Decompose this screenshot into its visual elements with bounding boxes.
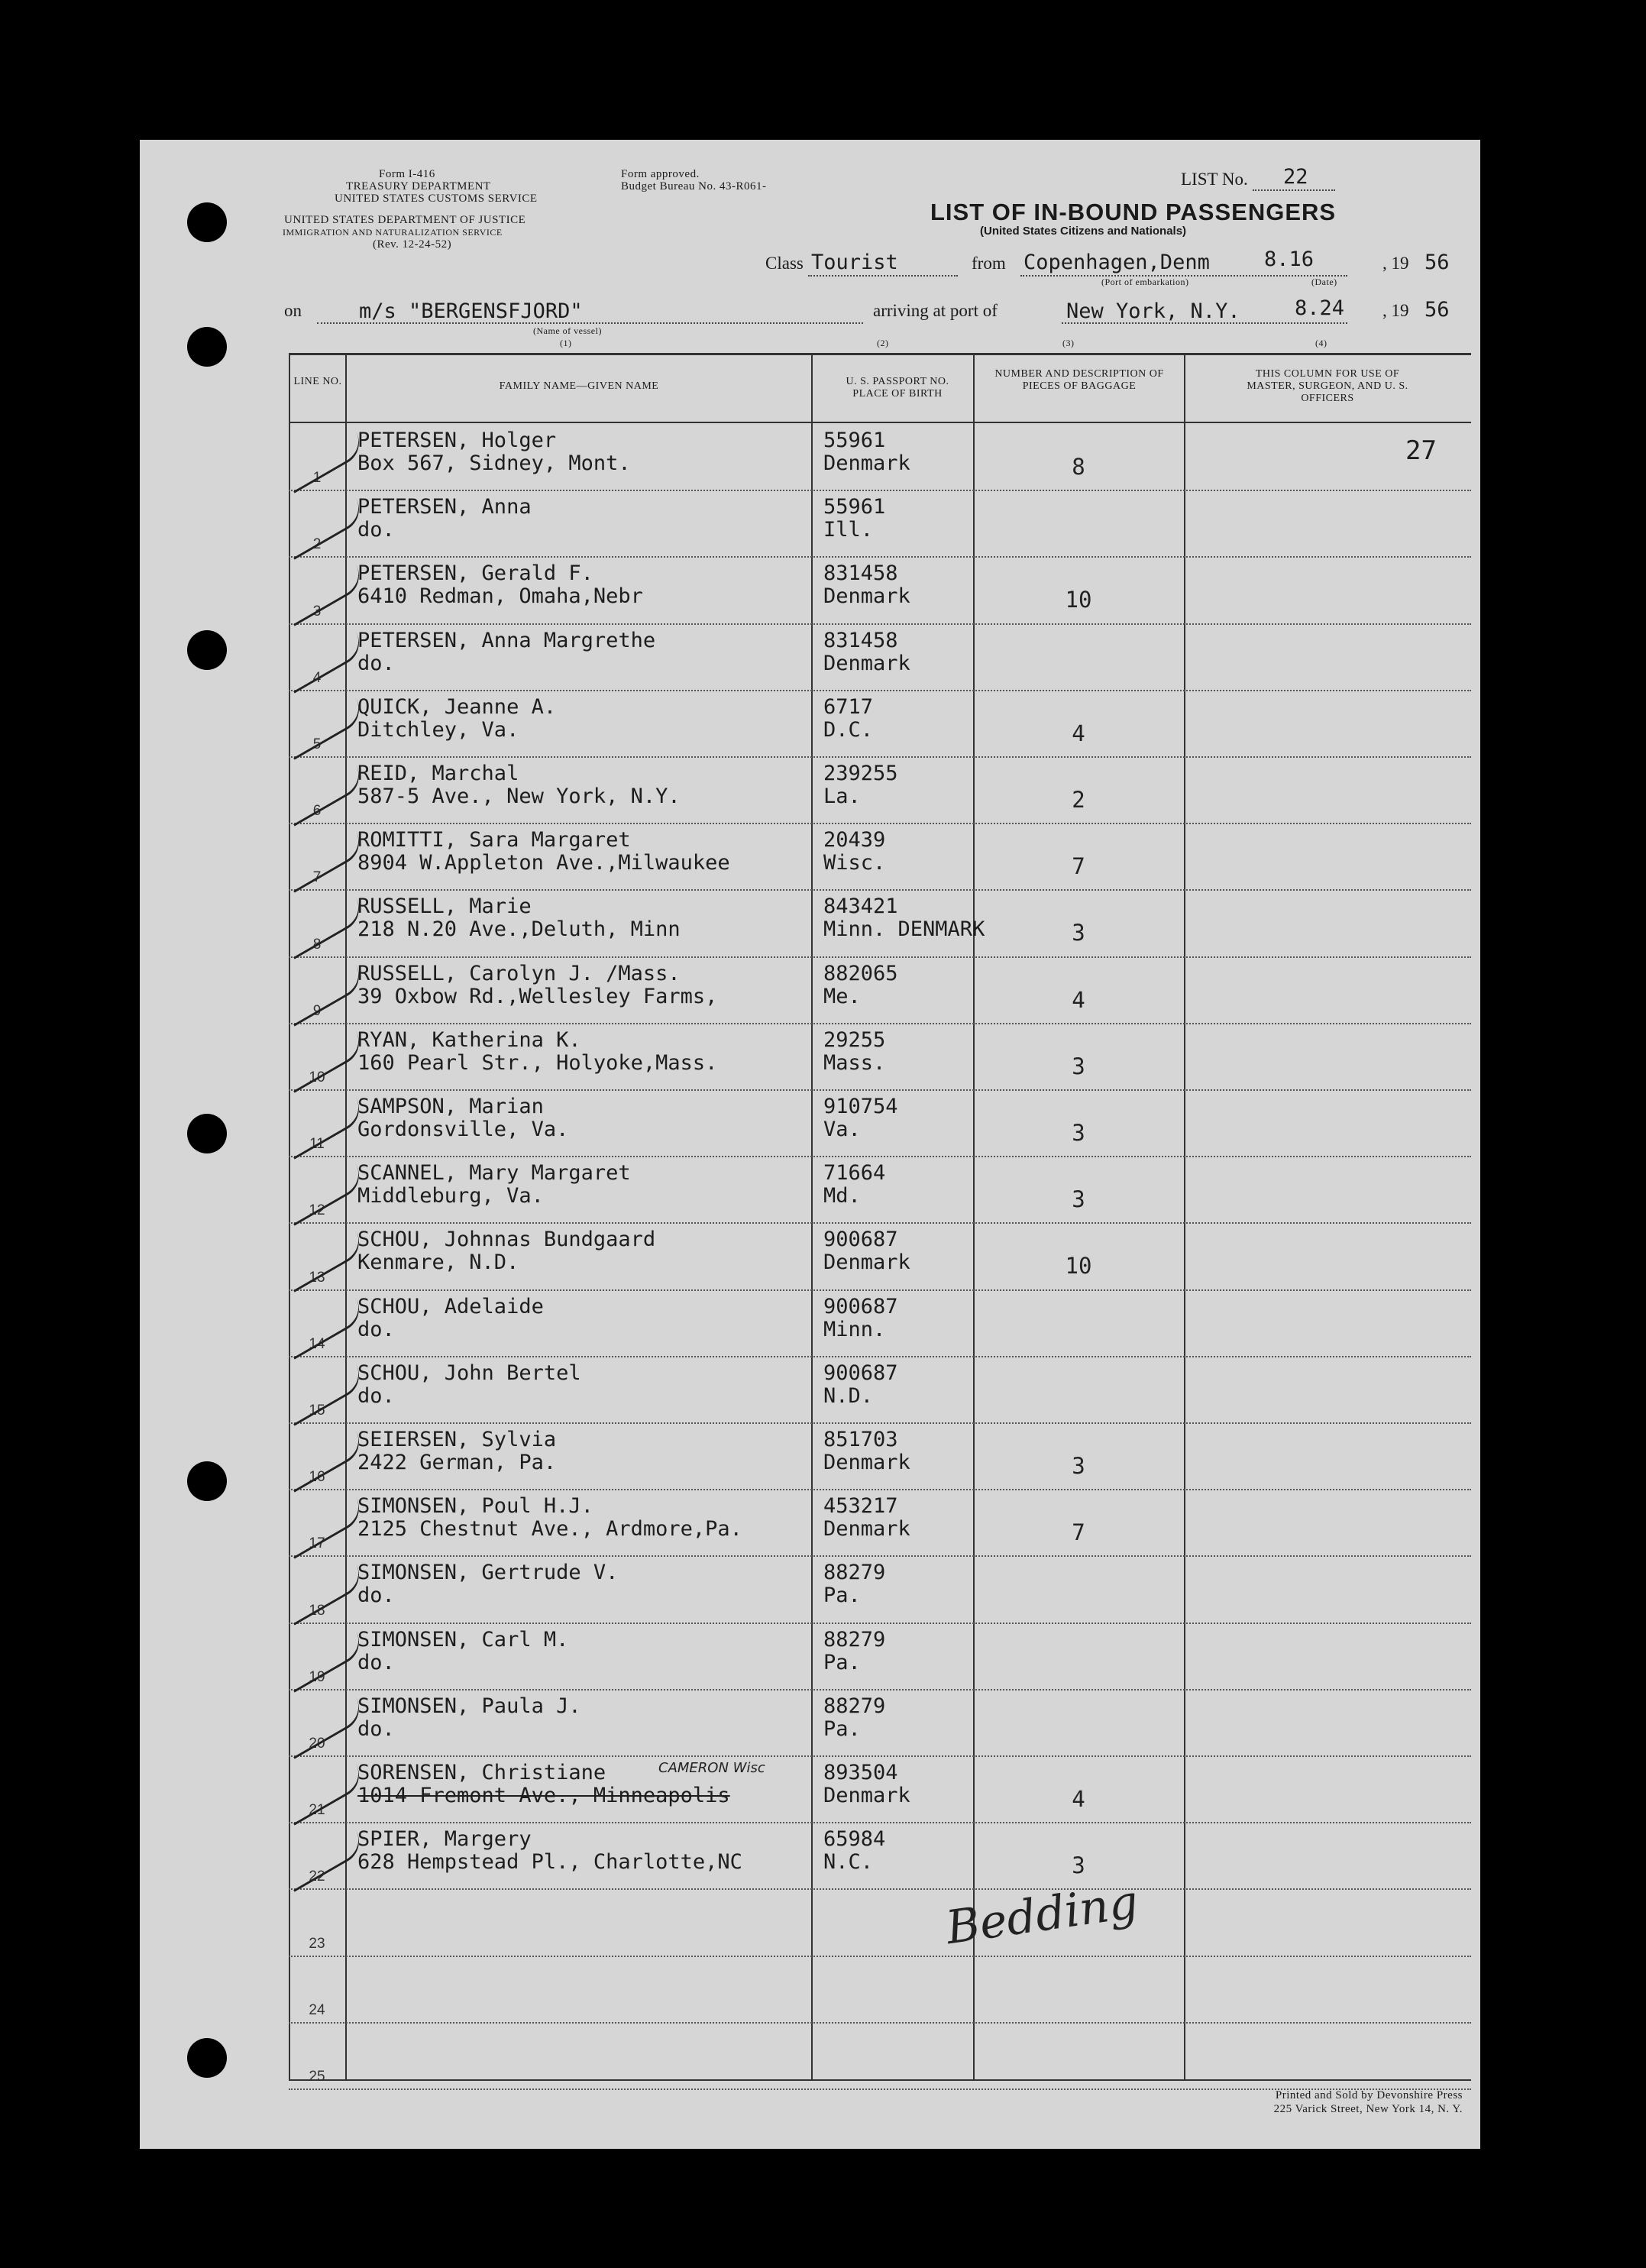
line-number: 22	[309, 1868, 325, 1885]
line-number: 25	[309, 2069, 325, 2085]
passenger-address: 160 Pearl Str., Holyoke,Mass.	[357, 1050, 718, 1075]
form-approved: Form approved.	[621, 168, 700, 180]
passenger-name: PETERSEN, Anna	[357, 495, 532, 519]
line-number: 2	[312, 536, 322, 553]
page-title: LIST OF IN-BOUND PASSENGERS	[930, 199, 1337, 225]
from-label: from	[972, 254, 1006, 273]
baggage-count: 7	[1072, 853, 1085, 880]
passport-number: 900687	[823, 1360, 898, 1385]
date-caption: (Date)	[1311, 277, 1337, 287]
place-of-birth: Md.	[823, 1184, 861, 1208]
printer-footer	[1274, 2088, 1463, 2116]
passenger-address: do.	[357, 1650, 395, 1674]
line-number: 19	[309, 1668, 325, 1685]
embarkation-port: Copenhagen,Denm	[1023, 251, 1210, 274]
row-separator	[289, 756, 1471, 758]
baggage-count: 3	[1072, 1053, 1085, 1079]
place-of-birth: Pa.	[823, 1716, 861, 1741]
passport-number: 882065	[823, 961, 898, 985]
passenger-name: SCANNEL, Mary Margaret	[357, 1161, 631, 1186]
passenger-name: SEIERSEN, Sylvia	[357, 1428, 557, 1451]
place-of-birth: Denmark	[823, 584, 910, 609]
passenger-address: 2422 German, Pa.	[357, 1451, 557, 1474]
row-separator	[289, 490, 1471, 491]
passenger-address: 1014 Fremont Ave., Minneapolis	[357, 1784, 730, 1807]
passenger-name: PETERSEN, Anna Margrethe	[357, 628, 656, 652]
table-bottom-border	[289, 2079, 1471, 2081]
row-separator	[289, 1289, 1471, 1291]
table-top-border	[289, 353, 1471, 355]
passenger-address: do.	[357, 1584, 395, 1608]
passport-number: 453217	[823, 1494, 898, 1519]
col-number-4: (4)	[1315, 338, 1327, 348]
passenger-address: 6410 Redman, Omaha,Nebr	[357, 584, 643, 609]
place-of-birth: Wisc.	[823, 851, 886, 875]
line-number: 9	[312, 1002, 322, 1019]
passenger-address: do.	[357, 1716, 395, 1741]
arrival-line	[1062, 322, 1347, 324]
row-separator	[289, 1623, 1471, 1624]
place-of-birth: Me.	[823, 984, 861, 1008]
vessel-name: m/s "BERGENSFJORD"	[359, 299, 583, 323]
place-of-birth: N.D.	[823, 1383, 874, 1408]
baggage-count: 3	[1072, 920, 1085, 946]
binder-hole	[187, 202, 227, 242]
line-number: 16	[309, 1469, 325, 1486]
passenger-address: do.	[357, 651, 395, 675]
binder-hole	[187, 2038, 227, 2078]
passenger-name: ROMITTI, Sara Margaret	[357, 828, 631, 853]
table-header-bottom	[289, 422, 1471, 423]
col-number-2: (2)	[877, 338, 889, 348]
passenger-name: SCHOU, Adelaide	[357, 1294, 544, 1318]
signature: Bedding	[943, 1875, 1142, 1956]
row-separator	[289, 1089, 1471, 1091]
ins-service: IMMIGRATION AND NATURALIZATION SERVICE	[283, 227, 503, 238]
line-number: 23	[309, 1935, 325, 1952]
passport-number: 851703	[823, 1428, 898, 1451]
passenger-address: Middleburg, Va.	[357, 1184, 544, 1208]
line-number: 17	[309, 1535, 325, 1552]
line-number: 11	[309, 1136, 325, 1153]
passenger-address: do.	[357, 1317, 395, 1341]
list-number-line	[1253, 189, 1335, 191]
passenger-name: SIMONSEN, Poul H.J.	[357, 1494, 593, 1519]
passport-number: 29255	[823, 1027, 886, 1052]
baggage-count: 3	[1072, 1120, 1085, 1146]
list-label: LIST No.	[1181, 170, 1248, 189]
arrival-date: 8.24	[1295, 296, 1345, 320]
passenger-address: Ditchley, Va.	[357, 717, 519, 742]
binder-hole	[187, 1461, 227, 1501]
passport-number: 239255	[823, 762, 898, 785]
passenger-name: REID, Marchal	[357, 762, 519, 785]
binder-hole	[187, 327, 227, 367]
passport-number: 900687	[823, 1294, 898, 1318]
row-separator	[289, 1689, 1471, 1690]
line-number: 4	[312, 669, 322, 686]
passenger-name: RUSSELL, Carolyn J. /Mass.	[357, 961, 681, 985]
baggage-count: 3	[1072, 1453, 1085, 1479]
place-of-birth: Minn.	[823, 1317, 886, 1341]
justice-department: UNITED STATES DEPARTMENT OF JUSTICE	[284, 214, 526, 226]
arriving-label: arriving at port of	[873, 301, 998, 320]
row-separator	[289, 1555, 1471, 1557]
passenger-address: 8904 W.Appleton Ave.,Milwaukee	[357, 851, 730, 875]
place-of-birth: Mass.	[823, 1050, 886, 1075]
line-number: 13	[309, 1269, 325, 1286]
row-separator	[289, 956, 1471, 958]
place-of-birth: Ill.	[823, 518, 874, 542]
row-separator	[289, 1356, 1471, 1357]
line-number: 24	[309, 2001, 325, 2018]
row-separator	[289, 2022, 1471, 2024]
passport-number: 900687	[823, 1228, 898, 1252]
passenger-address: Box 567, Sidney, Mont.	[357, 451, 631, 475]
passport-number: 88279	[823, 1561, 886, 1585]
passenger-address: Gordonsville, Va.	[357, 1118, 569, 1141]
row-separator	[289, 556, 1471, 558]
passport-number: 88279	[823, 1627, 886, 1652]
customs-service: UNITED STATES CUSTOMS SERVICE	[335, 193, 538, 205]
place-of-birth: D.C.	[823, 717, 874, 742]
passenger-name: PETERSEN, Gerald F.	[357, 561, 593, 586]
col-number-3: (3)	[1062, 338, 1075, 348]
embarkation-year: 56	[1424, 251, 1450, 274]
baggage-count: 4	[1072, 720, 1085, 746]
row-separator	[289, 1489, 1471, 1490]
line-number: 15	[309, 1403, 325, 1419]
row-separator	[289, 1956, 1471, 1957]
passenger-name: RYAN, Katherina K.	[357, 1027, 581, 1052]
correction-note-row-21: CAMERON Wisc	[658, 1760, 765, 1776]
line-number: 7	[312, 869, 322, 886]
passenger-name: SAMPSON, Marian	[357, 1095, 544, 1118]
printer-line-1: Printed and Sold by Devonshire Press	[1275, 2089, 1463, 2101]
vessel-caption: (Name of vessel)	[533, 325, 602, 336]
row-separator	[289, 889, 1471, 891]
binder-hole	[187, 1114, 227, 1153]
baggage-count: 2	[1072, 787, 1085, 813]
passport-number: 910754	[823, 1095, 898, 1118]
row-separator	[289, 1023, 1471, 1024]
passenger-table	[289, 353, 1471, 2085]
revision-date: (Rev. 12-24-52)	[373, 238, 452, 251]
header-passport: U. S. PASSPORT NO. PLACE OF BIRTH	[846, 376, 949, 400]
arrival-year-prefix: , 19	[1382, 301, 1409, 320]
passenger-address: 39 Oxbow Rd.,Wellesley Farms,	[357, 984, 718, 1008]
baggage-count: 3	[1072, 1186, 1085, 1213]
passenger-name: SIMONSEN, Carl M.	[357, 1627, 569, 1652]
passenger-address: do.	[357, 518, 395, 542]
row-separator	[289, 1888, 1471, 1890]
line-number: 5	[312, 736, 322, 752]
passenger-name: SCHOU, Johnnas Bundgaard	[357, 1228, 656, 1252]
passenger-name: SCHOU, John Bertel	[357, 1360, 581, 1385]
place-of-birth: Denmark	[823, 651, 910, 675]
line-number: 6	[312, 803, 322, 820]
line-number: 21	[309, 1802, 325, 1819]
row-separator	[289, 823, 1471, 824]
on-label: on	[284, 301, 302, 320]
header-name: FAMILY NAME—GIVEN NAME	[499, 380, 659, 392]
baggage-count: 10	[1065, 1253, 1092, 1280]
passenger-name: SIMONSEN, Gertrude V.	[357, 1561, 619, 1585]
passenger-name: RUSSELL, Marie	[357, 895, 532, 919]
passport-number: 20439	[823, 828, 886, 853]
page-subtitle: (United States Citizens and Nationals)	[980, 225, 1187, 238]
place-of-birth: Denmark	[823, 1250, 910, 1275]
passport-number: 843421	[823, 895, 898, 919]
passenger-address: 2125 Chestnut Ave., Ardmore,Pa.	[357, 1517, 742, 1542]
passenger-name: PETERSEN, Holger	[357, 429, 557, 452]
passport-number: 831458	[823, 628, 898, 652]
passenger-address: 218 N.20 Ave.,Deluth, Minn	[357, 917, 681, 942]
passenger-address: 587-5 Ave., New York, N.Y.	[357, 785, 681, 808]
class-value: Tourist	[811, 251, 898, 274]
line-number: 10	[309, 1069, 325, 1085]
line-number: 18	[309, 1602, 325, 1619]
line-number: 20	[309, 1736, 325, 1752]
place-of-birth: Denmark	[823, 1517, 910, 1542]
passport-number: 55961	[823, 495, 886, 519]
baggage-count: 7	[1072, 1519, 1085, 1546]
arrival-year: 56	[1424, 298, 1450, 322]
header-line-no: LINE NO.	[293, 376, 342, 387]
baggage-count: 3	[1072, 1852, 1085, 1879]
passport-number: 71664	[823, 1161, 886, 1186]
printer-line-2: 225 Varick Street, New York 14, N. Y.	[1273, 2103, 1463, 2115]
line-number: 1	[312, 470, 322, 487]
treasury-department: TREASURY DEPARTMENT	[346, 180, 491, 193]
passport-number: 6717	[823, 694, 874, 719]
place-of-birth: Denmark	[823, 1451, 910, 1474]
class-line	[808, 275, 958, 277]
header-baggage: NUMBER AND DESCRIPTION OF PIECES OF BAGGAGE	[994, 368, 1164, 392]
place-of-birth: La.	[823, 785, 861, 808]
budget-bureau: Budget Bureau No. 43-R061-	[621, 180, 767, 193]
place-of-birth: Pa.	[823, 1584, 861, 1608]
passport-number: 893504	[823, 1761, 898, 1784]
passenger-name: QUICK, Jeanne A.	[357, 694, 557, 719]
passenger-address: 628 Hempstead Pl., Charlotte,NC	[357, 1850, 742, 1875]
row-separator	[289, 1755, 1471, 1757]
passport-number: 88279	[823, 1694, 886, 1718]
baggage-count: 10	[1065, 587, 1092, 613]
passenger-name: SORENSEN, Christiane	[357, 1761, 606, 1784]
baggage-count: 4	[1072, 986, 1085, 1013]
class-label: Class	[765, 254, 804, 273]
header-officers: THIS COLUMN FOR USE OF MASTER, SURGEON, AND U. S. OFFICERS	[1247, 368, 1408, 404]
baggage-count: 4	[1072, 1786, 1085, 1812]
embarkation-year-prefix: , 19	[1382, 254, 1409, 273]
place-of-birth: Va.	[823, 1118, 861, 1141]
place-of-birth: N.C.	[823, 1850, 874, 1875]
vessel-line	[317, 322, 863, 324]
place-of-birth: Pa.	[823, 1650, 861, 1674]
passport-number: 55961	[823, 429, 886, 452]
passenger-address: do.	[357, 1383, 395, 1408]
baggage-count: 8	[1072, 454, 1085, 480]
binder-hole	[187, 630, 227, 670]
row-separator	[289, 690, 1471, 691]
embarkation-date: 8.16	[1264, 248, 1315, 271]
passport-number: 65984	[823, 1827, 886, 1852]
passport-number: 831458	[823, 561, 898, 586]
officer-note: 27	[1405, 435, 1437, 466]
place-of-birth: Minn. DENMARK	[823, 917, 985, 942]
passenger-name: SIMONSEN, Paula J.	[357, 1694, 581, 1718]
list-number: 22	[1283, 165, 1308, 189]
row-separator	[289, 623, 1471, 625]
line-number: 12	[309, 1202, 325, 1219]
row-separator	[289, 1822, 1471, 1823]
place-of-birth: Denmark	[823, 1784, 910, 1807]
line-number: 3	[312, 603, 322, 620]
passenger-name: SPIER, Margery	[357, 1827, 532, 1852]
row-separator	[289, 1422, 1471, 1424]
arrival-port: New York, N.Y.	[1066, 299, 1240, 323]
line-number: 14	[309, 1335, 325, 1352]
line-number: 8	[312, 936, 322, 953]
col-number-1: (1)	[560, 338, 572, 348]
form-number: Form I-416	[379, 168, 435, 180]
place-of-birth: Denmark	[823, 451, 910, 475]
row-separator	[289, 1156, 1471, 1157]
passenger-address: Kenmare, N.D.	[357, 1250, 519, 1275]
row-separator	[289, 1222, 1471, 1224]
port-caption: (Port of embarkation)	[1101, 277, 1189, 287]
